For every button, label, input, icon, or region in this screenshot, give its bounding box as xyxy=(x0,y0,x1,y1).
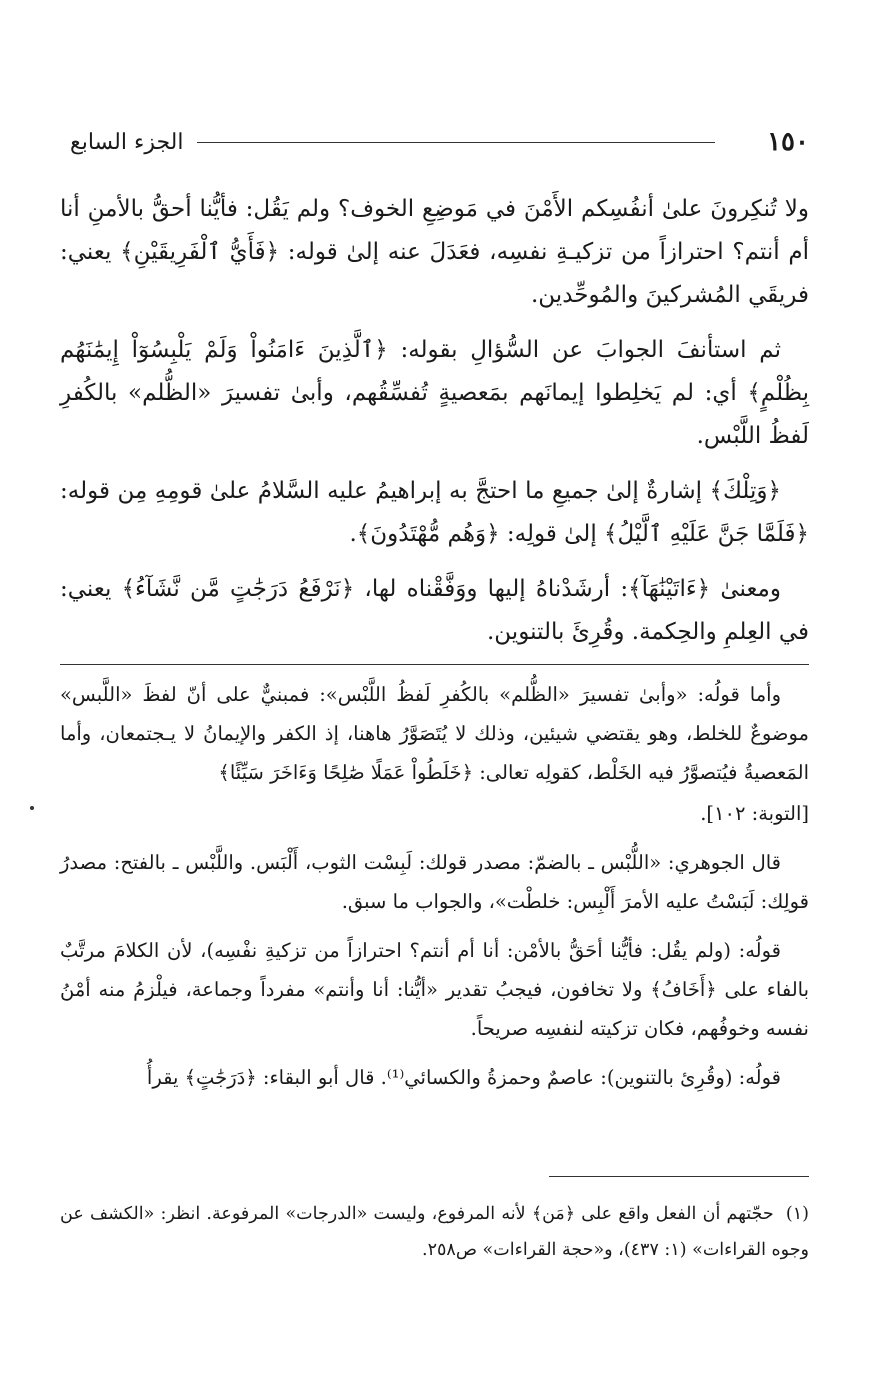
footnote-rule xyxy=(549,1176,809,1177)
main-text xyxy=(60,188,809,677)
main-paragraph: ثم استأنفَ الجوابَ عن السُّؤالِ بقوله: ﴿ٱلَّذِينَ ءَامَنُواْ وَلَمْ يَلْبِسُوٓاْ إِيمَٰنَهُم بِظُلْمٍ﴾ أي: لم يَخلِطوا إيمانَهم بمَعصيةٍ تُفسِّقُهم، وأبىٰ تفسيرَ «الظُّلم» بالكُفرِ لَفظُ اللَّبْس. xyxy=(60,337,809,449)
verse-reference: [التوبة: ١٠٢]. xyxy=(700,802,809,825)
commentary-paragraph: قولُه: (وقُرِئ بالتنوين): عاصمٌ وحمزةُ والكسائي⁽¹⁾. قال أبو البقاء: ﴿دَرَجَٰتٍ﴾ يقرأُ xyxy=(146,1066,781,1089)
page-number: ١٥٠ xyxy=(767,127,809,157)
commentary-paragraph: قال الجوهري: «اللُّبْس ـ بالضمّ: مصدر قولك: لَبِسْت الثوب، أَلْبَس. واللَّبْس ـ بالفتح: مصدرُ قولِك: لَبَسْتُ عليه الأمرَ أَلْبِس: خلطْت»، والجواب ما سبق. xyxy=(60,851,809,913)
margin-dot xyxy=(30,806,34,810)
commentary-paragraph: قولُه: (ولم يقُل: فأيُّنا أحَقُّ بالأمْن: أنا أم أنتم؟ احترازاً من تزكيةِ نفْسِه)، لأن الكلامَ مرتَّبٌ بالفاء على ﴿أَخَافُ﴾ ولا تخافون، فيجبُ تقدير «أيُّنا: أنا وأنتم» مفرداً وجماعة، فيلْزمُ منه أمْنُ نفسه وخوفُهم، فكان تزكيته لنفسِه صريحاً. xyxy=(60,939,809,1040)
footnote xyxy=(60,1196,809,1268)
footnotes xyxy=(60,1196,809,1268)
running-head: الجزء السابع xyxy=(70,129,184,155)
main-paragraph: ومعنىٰ ﴿ءَاتَيْنَٰهَآ﴾: أرشَدْناهُ إليها ووَفَّقْناه لها، ﴿نَرْفَعُ دَرَجَٰتٍ مَّن نَّشَآءُ﴾ يعني: في العِلمِ والحِكمة. وقُرِئَ بالتنوين. xyxy=(60,568,809,665)
commentary-text xyxy=(60,675,809,1107)
page-header xyxy=(70,122,809,162)
header-rule xyxy=(197,142,715,143)
main-paragraph: ﴿وَتِلْكَ﴾ إشارةٌ إلىٰ جميعِ ما احتجَّ به إبراهيمُ عليه السَّلامُ علىٰ قومِهِ مِن قوله: ﴿فَلَمَّا جَنَّ عَلَيْهِ ٱلَّيْلُ﴾ إلىٰ قولِه: ﴿وَهُم مُّهْتَدُونَ﴾. xyxy=(60,478,809,547)
main-paragraph: ولا تُنكِرونَ علىٰ أنفُسِكم الأَمْنَ في مَوضِعِ الخوف؟ ولم يَقُل: فأيُّنا أحقُّ بالأمنِ أنا أم أنتم؟ احترازاً من تزكيـةِ نفسِه، فعَدَلَ عنه إلىٰ قوله: ﴿فَأَيُّ ٱلْفَرِيقَيْنِ﴾ يعني: فريقَي المُشركينَ والمُوحِّدين. xyxy=(60,196,809,308)
footnote-mark: (١) xyxy=(785,1204,809,1224)
commentary-paragraph: وأما قولُه: «وأبىٰ تفسيرَ «الظُّلم» بالكُفرِ لَفظُ اللَّبْس»: فمبنيٌّ على أنّ لفظَ «اللَّبس» موضوعٌ للخلط، وهو يقتضي شيئين، وذلك لا يُتَصَوَّرُ هاهنا، إذ الكفر والإيمانُ لا يـجتمعان، وأما المَعصيةُ فيُتصوَّرُ فيه الخَلْط، كقولِه تعالى: ﴿خَلَطُواْ عَمَلًا صَٰلِحًا وَءَاخَرَ سَيِّئًا﴾ xyxy=(60,683,809,784)
footnote-text: حجّتهم أن الفعل واقع على ﴿مَن﴾ لأنه المرفوع، وليست «الدرجات» المرفوعة. انظر: «الكشف عن وجوه القراءات» (١: ٤٣٧)، و«حجة القراءات» ص٢٥٨. xyxy=(60,1204,809,1260)
